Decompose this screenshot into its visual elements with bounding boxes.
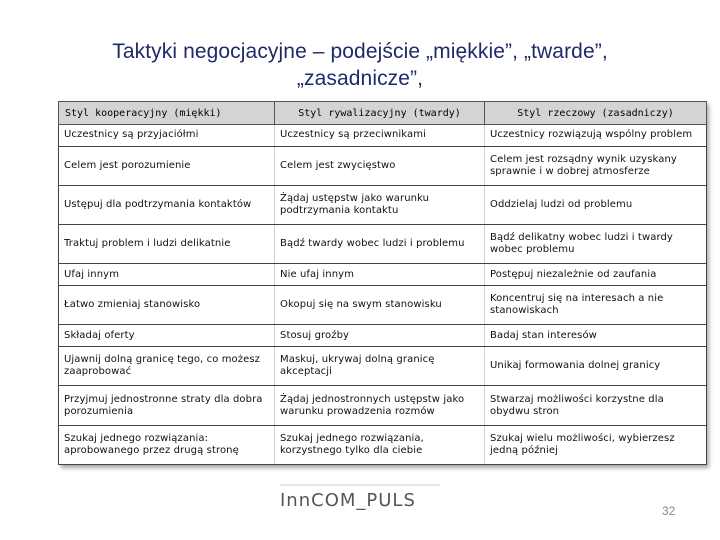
header-principled: Styl rzeczowy (zasadniczy) [485,102,707,125]
table-row [59,225,707,264]
table-cell: Nie ufaj innym [275,264,485,286]
table-cell: Żądaj jednostronnych ustępstw jako warunku prowadzenia rozmów [275,386,485,425]
header-competitive: Styl rywalizacyjny (twardy) [275,102,485,125]
table-cell: Badaj stan interesów [485,325,707,347]
table-row [59,425,707,464]
slide-title [30,38,690,92]
inncom-puls-logo [280,490,416,511]
table-cell: Uczestnicy rozwiązują wspólny problem [485,125,707,147]
table-cell: Uczestnicy są przyjaciółmi [59,125,275,147]
table-cell: Szukaj jednego rozwiązania, korzystnego tylko dla ciebie [275,425,485,464]
tactics-table-container [58,101,706,465]
table-cell: Żądaj ustępstw jako warunku podtrzymania kontaktu [275,186,485,225]
table-cell: Unikaj formowania dolnej granicy [485,347,707,386]
table-cell: Postępuj niezależnie od zaufania [485,264,707,286]
table-row [59,146,707,185]
table-cell: Uczestnicy są przeciwnikami [275,125,485,147]
table-cell: Traktuj problem i ludzi delikatnie [59,225,275,264]
header-cooperative: Styl kooperacyjny (miękki) [59,102,275,125]
logo-text: InnCOM_PULS [280,490,416,511]
table-cell: Koncentruj się na interesach a nie stanowiskach [485,286,707,325]
table-cell: Stosuj groźby [275,325,485,347]
table-row [59,347,707,386]
table-cell: Przyjmuj jednostronne straty dla dobra porozumienia [59,386,275,425]
tactics-table [58,101,707,465]
table-cell: Celem jest rozsądny wynik uzyskany sprawnie i w dobrej atmosferze [485,146,707,185]
table-cell: Składaj oferty [59,325,275,347]
table-row [59,286,707,325]
table-cell: Bądź delikatny wobec ludzi i twardy wobec problemu [485,225,707,264]
table-cell: Stwarzaj możliwości korzystne dla obydwu stron [485,386,707,425]
table-cell: Oddzielaj ludzi od problemu [485,186,707,225]
table-cell: Ustępuj dla podtrzymania kontaktów [59,186,275,225]
table-row [59,186,707,225]
table-row [59,264,707,286]
table-cell: Szukaj jednego rozwiązania: aprobowanego przez drugą stronę [59,425,275,464]
table-cell: Szukaj wielu możliwości, wybierzesz jedną później [485,425,707,464]
logo-decoration-icon [280,482,440,488]
table-cell: Celem jest porozumienie [59,146,275,185]
table-cell: Celem jest zwycięstwo [275,146,485,185]
table-cell: Łatwo zmieniaj stanowisko [59,286,275,325]
table-cell: Bądź twardy wobec ludzi i problemu [275,225,485,264]
table-header-row [59,102,707,125]
slide-title-line-1: Taktyki negocjacyjne – podejście „miękkie”, „twarde”, [112,40,608,63]
table-row [59,125,707,147]
table-row [59,325,707,347]
page-number: 32 [662,504,676,518]
table-row [59,386,707,425]
slide-title-line-2: „zasadnicze”, [296,67,424,90]
table-cell: Ufaj innym [59,264,275,286]
table-cell: Okopuj się na swym stanowisku [275,286,485,325]
table-cell: Ujawnij dolną granicę tego, co możesz zaaprobować [59,347,275,386]
table-cell: Maskuj, ukrywaj dolną granicę akceptacji [275,347,485,386]
